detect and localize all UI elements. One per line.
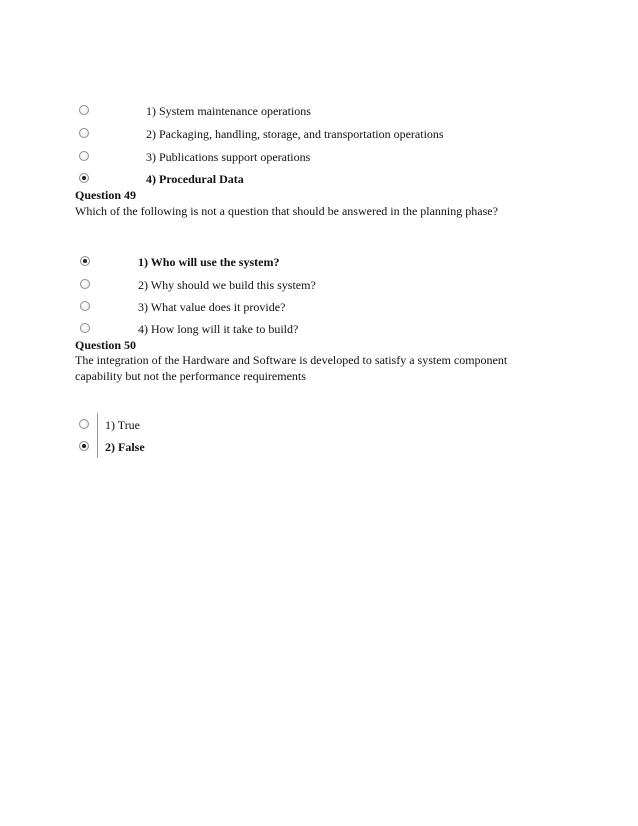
- radio-button[interactable]: [79, 151, 89, 161]
- option-label: 1) System maintenance operations: [146, 104, 311, 118]
- radio-button[interactable]: [79, 128, 89, 138]
- radio-button[interactable]: [80, 301, 90, 311]
- option-label: 1) True: [105, 418, 141, 432]
- option-divider: [97, 413, 98, 458]
- question-50-text-line-1: The integration of the Hardware and Software is developed to satisfy a system component: [75, 353, 508, 367]
- radio-button[interactable]: [80, 279, 90, 289]
- radio-button[interactable]: [80, 256, 90, 266]
- question-50-text-line-2: capability but not the performance requirements: [75, 369, 306, 383]
- radio-button[interactable]: [79, 419, 89, 429]
- radio-button[interactable]: [79, 173, 89, 183]
- option-label: 3) Publications support operations: [146, 150, 311, 164]
- question-49-text: Which of the following is not a question that should be answered in the planning phase?: [75, 204, 498, 218]
- radio-button[interactable]: [80, 323, 90, 333]
- option-label: 1) Who will use the system?: [138, 255, 280, 269]
- radio-button[interactable]: [79, 105, 89, 115]
- option-label: 2) Why should we build this system?: [138, 278, 316, 292]
- option-label: 2) False: [105, 440, 145, 454]
- option-label: 3) What value does it provide?: [138, 300, 286, 314]
- option-label: 2) Packaging, handling, storage, and transportation operations: [146, 127, 444, 141]
- option-label: 4) How long will it take to build?: [138, 322, 299, 336]
- option-label: 4) Procedural Data: [146, 172, 244, 186]
- question-50-title: Question 50: [75, 338, 137, 352]
- radio-button[interactable]: [79, 441, 89, 451]
- question-49-title: Question 49: [75, 188, 137, 202]
